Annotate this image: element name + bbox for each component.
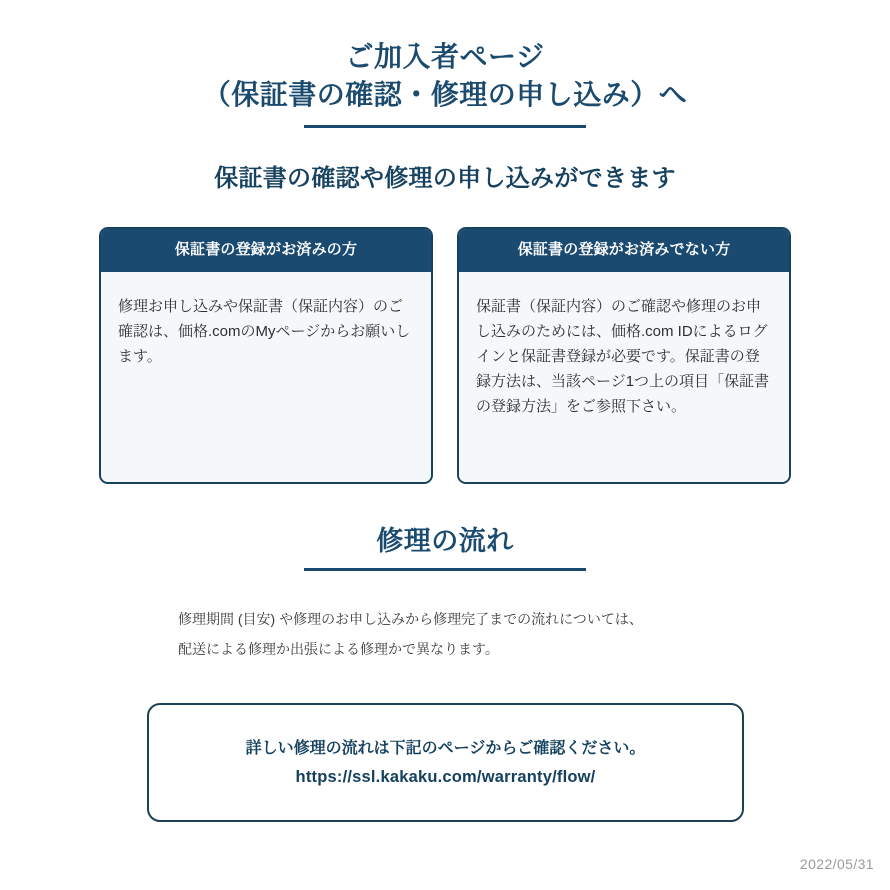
repair-flow-lead [178,604,738,664]
card-registered-text: 修理お申し込みや保証書（保証内容）のご確認は、価格.comのMyページからお願いします。 [118,298,411,365]
card-group [99,227,791,484]
card-registered-body [101,272,431,482]
cta-headline: 詳しい修理の流れは下記のページからご確認ください。 [245,739,646,757]
cta-url-link[interactable]: https://ssl.kakaku.com/warranty/flow/ [295,767,596,786]
page-subtitle: 保証書の確認や修理の申し込みができます [214,165,676,192]
date-stamp: 2022/05/31 [799,856,874,872]
card-registered [99,227,433,484]
page-title-line-1: ご加入者ページ [345,41,545,72]
card-registered-header: 保証書の登録がお済みの方 [101,229,431,272]
repair-flow-lead-line-2: 配送による修理か出張による修理かで異なります。 [178,641,499,657]
page-title [0,38,890,128]
repair-flow-title: 修理の流れ [376,526,514,556]
card-not-registered-text: 保証書（保証内容）のご確認や修理のお申し込みのためには、価格.com IDによるログインと保証書登録が必要です。保証書の登録方法は、当該ページ1つ上の項目「保証書の登録方法」をご参照下さい。 [476,298,770,415]
page-title-line-2: （保証書の確認・修理の申し込み）へ [202,79,688,110]
page-title-underline [304,125,586,128]
card-not-registered [457,227,791,484]
repair-flow-cta-box[interactable] [147,703,744,822]
card-not-registered-header: 保証書の登録がお済みでない方 [459,229,789,272]
card-not-registered-body [459,272,789,482]
repair-flow-underline [304,568,586,571]
repair-flow-section-heading [0,524,890,571]
repair-flow-lead-line-1: 修理期間 (目安) や修理のお申し込みから修理完了までの流れについては、 [178,611,643,627]
